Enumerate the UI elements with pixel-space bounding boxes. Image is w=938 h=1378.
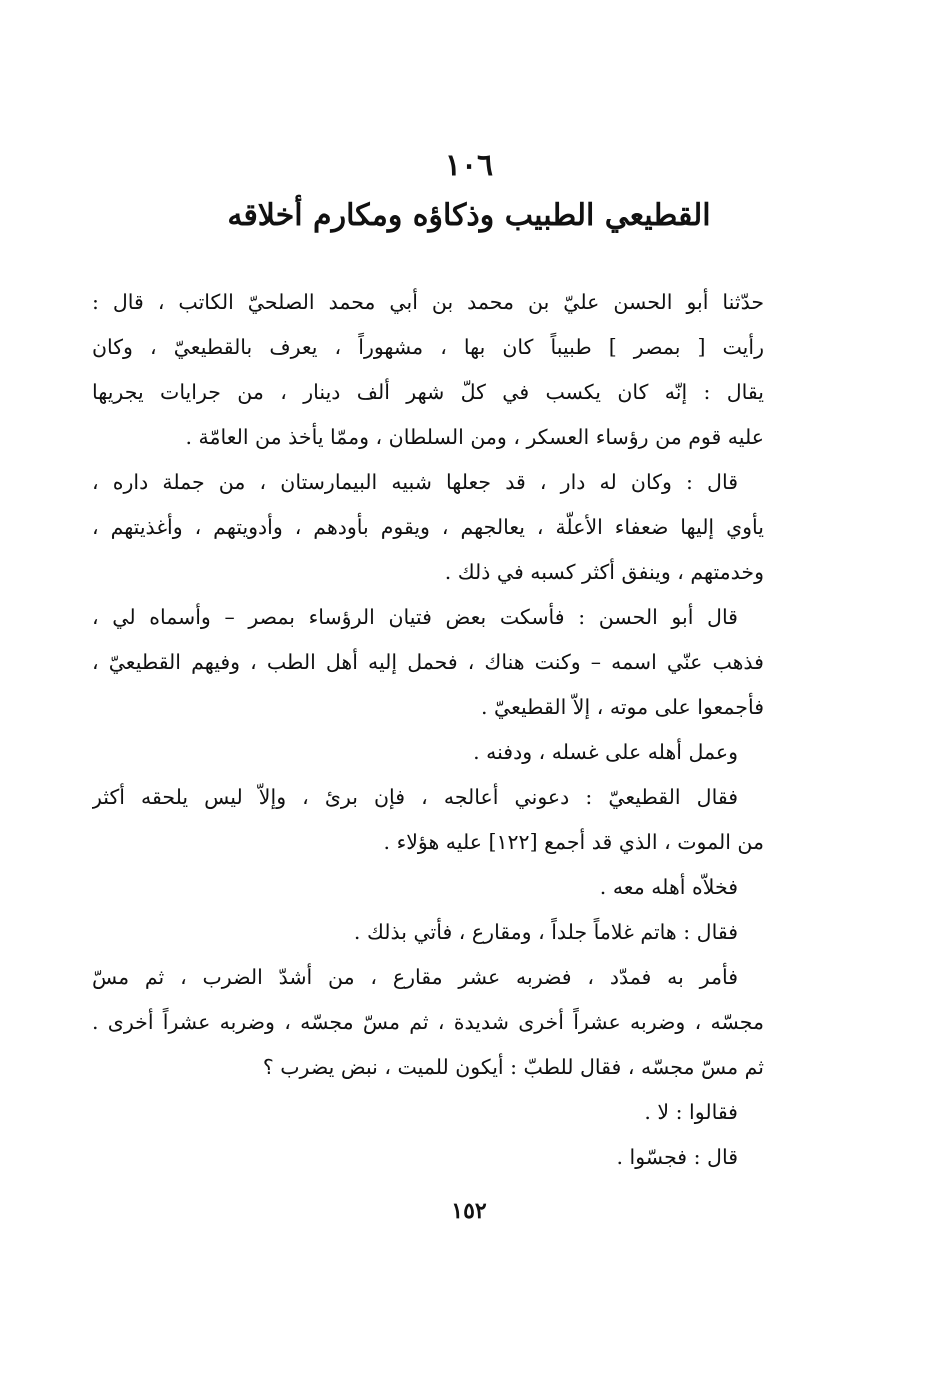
text-line: قال أبو الحسن : فأسكت بعض فتيان الرؤساء بمصر – وأسماه لي ،: [92, 605, 738, 629]
text-line: قال : فجسّوا .: [616, 1145, 738, 1169]
text-line: فقالوا : لا .: [644, 1100, 738, 1124]
text-line: فذهب عنّي اسمه – وكنت هناك ، فحمل إليه أهل الطب ، وفيهم القطيعيّ ،: [92, 650, 764, 674]
text-line: وخدمتهم ، وينفق أكثر كسبه في ذلك .: [444, 560, 764, 584]
text-line: فقال : هاتم غلاماً جلداً ، ومقارع ، فأتي بذلك .: [353, 920, 738, 944]
text-line: فقال القطيعيّ : دعوني أعالجه ، فإن برئ ، وإلاّ ليس يلحقه أكثر: [92, 785, 738, 809]
text-line: وعمل أهله على غسله ، ودفنه .: [473, 740, 738, 764]
body-text: [92, 280, 764, 1200]
text-line: فأجمعوا على موته ، إلاّ القطيعيّ .: [480, 695, 764, 719]
text-line: من الموت ، الذي قد أجمع [١٢٢] عليه هؤلاء .: [383, 830, 764, 854]
text-line: يأوي إليها ضعفاء الأعلّة ، يعالجهم ، ويقوم بأودهم ، وأدويتهم ، وأغذيتهم ،: [92, 515, 764, 539]
text-line: مجسّه ، وضربه عشراً أخرى شديدة ، ثم مسّ مجسّه ، وضربه عشراً أخرى .: [92, 1010, 764, 1034]
text-line: عليه قوم من رؤساء العسكر ، ومن السلطان ، وممّا يأخذ من العامّة .: [185, 425, 764, 449]
text-line: حدّثنا أبو الحسن عليّ بن محمد بن أبي محمد الصلحيّ الكاتب ، قال :: [92, 290, 764, 314]
page-number: ١٥٢: [451, 1198, 487, 1224]
text-line: رأيت [ بمصر ] طبيباً كان بها ، مشهوراً ، يعرف بالقطيعيّ ، وكان: [92, 335, 764, 359]
text-line: فأمر به فمدّد ، فضربه عشر مقارع ، من أشدّ الضرب ، ثم مسّ: [92, 965, 738, 989]
text-line: يقال : إنّه كان يكسب في كلّ شهر ألف دينار ، من جرايات يجريها: [92, 380, 764, 404]
text-line: قال : وكان له دار ، قد جعلها شبيه البيمارستان ، من جملة داره ،: [92, 470, 738, 494]
text-line: فخلاّه أهله معه .: [599, 875, 738, 899]
chapter-title: القطيعي الطبيب وذكاؤه ومكارم أخلاقه: [227, 198, 711, 233]
text-line: ثم مسّ مجسّه ، فقال للطبّ : أيكون للميت ، نبض يضرب ؟: [262, 1055, 764, 1079]
section-number: ١٠٦: [444, 148, 494, 183]
